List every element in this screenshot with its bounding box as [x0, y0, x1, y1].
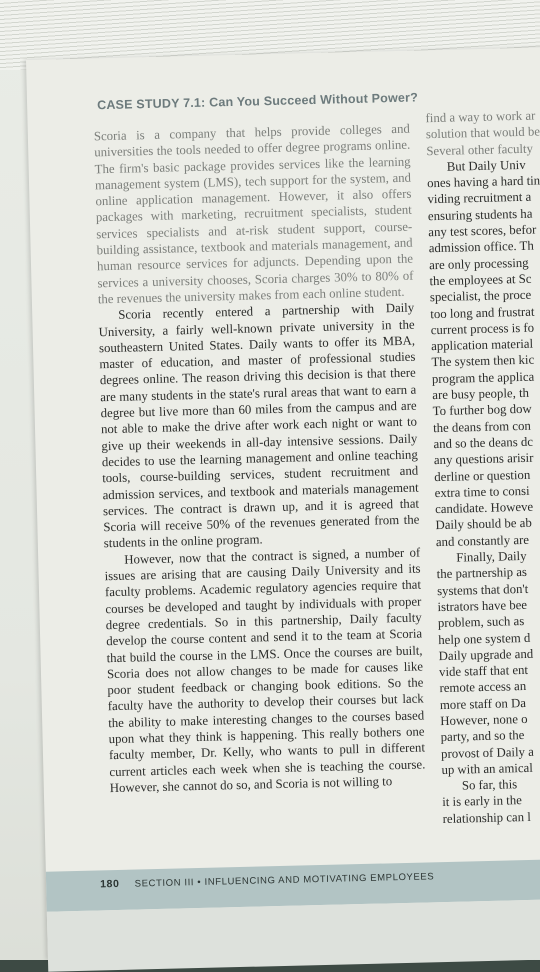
right-column-line: application material [430, 336, 534, 354]
right-column-line: it is early in the [442, 793, 523, 810]
right-column-line: any questions arisir [433, 450, 534, 468]
right-column-line: Daily should be ab [435, 516, 532, 533]
right-column-line: Daily upgrade and [438, 646, 534, 663]
right-column-line: Finally, Daily [456, 548, 527, 565]
right-column-line: are only processing [428, 255, 529, 272]
right-column-line: solution that would be [425, 124, 540, 142]
lower-margin [47, 899, 540, 972]
book-page [26, 47, 540, 960]
right-column-line: too long and frustrat [430, 304, 535, 321]
right-column-line: and constantly are [435, 532, 530, 549]
right-column-line: The system then kic [431, 353, 535, 370]
right-column-line: However, none o [440, 711, 528, 729]
right-column-line: find a way to work ar [425, 108, 536, 126]
right-column-line: problem, such as [437, 614, 525, 631]
right-column-line: the deans from con [432, 418, 531, 435]
right-column-line: But Daily Univ [446, 157, 526, 174]
right-column-line: To further bog dow [432, 402, 532, 419]
right-column-line: any test scores, befor [428, 222, 537, 240]
right-column-line: ensuring students ha [427, 206, 533, 224]
right-column-line: So far, this [461, 777, 518, 793]
right-column-line: candidate. Howeve [434, 499, 534, 517]
right-column-line: admission office. Th [428, 239, 534, 256]
right-column-line: the employees at Sc [429, 271, 532, 289]
right-column-line: party, and so the [440, 728, 525, 745]
footer-title: INFLUENCING AND MOTIVATING EMPLOYEES [204, 871, 435, 888]
paragraph-3: However, now that the contract is signed, a number of issues are arising that are causing Daily University and its faculty problems. Academic regulatory agencies require that courses be developed and taught by individuals with proper degree credentials. So in this partnership, Daily faculty develop the course content and send it to the team at Scoria that build the course in the LMS. Once the courses are built, Scoria does not allow changes to be made for causes like poor student feedback or changing book editions. So the faculty have the authority to develop their courses but lack the ability to make interesting changes to the courses based upon what they think is happening. This really bothers one faculty member, Dr. Kelly, who wants to pull in different current articles each week when she is teaching the course. However, she cannot do so, and Scoria is not willing to [104, 545, 426, 796]
right-column [425, 107, 540, 827]
left-column [94, 121, 426, 797]
right-column-line: the partnership as [436, 565, 528, 582]
right-column-line: help one system d [438, 630, 531, 647]
right-column-line: current process is fo [430, 320, 535, 338]
footer-separator: • [197, 876, 202, 889]
right-column-line: remote access an [439, 679, 527, 696]
right-column-line: viding recruitment a [427, 190, 532, 207]
right-column-line: extra time to consi [434, 483, 530, 500]
right-column-line: more staff on Da [439, 695, 527, 712]
page-number: 180 [100, 877, 120, 891]
right-column-line: relationship can l [442, 809, 531, 826]
case-study-heading: CASE STUDY 7.1: Can You Succeed Without Power? [96, 90, 419, 113]
right-column-line: and so the deans dc [433, 434, 534, 452]
right-column-line: istrators have bee [437, 597, 528, 615]
right-column-line: ones having a hard tin [426, 173, 540, 191]
right-column-line: vide staff that ent [438, 663, 529, 680]
right-column-line: derline or question [434, 467, 531, 484]
right-column-line: are busy people, th [432, 385, 530, 403]
paragraph-2: Scoria recently entered a partnership with Daily University, a fairly well-known private university in the southeastern United States. Daily wants to offer its MBA, master of education, and master of professional studies degrees online. The reason driving this decision is that there are many students in the state's rural areas that want to earn a degree but live more than 60 miles from the campus and are not able to make the drive after work each night or want to give up their weekends in all-day intensive sessions. Daily decides to use the learning management and online teaching tools, course-building services, student recruitment and admission services, and textbook and materials management services. The contract is drawn up, and it is agreed that Scoria will receive 50% of the revenues generated from the students in the online program. [98, 300, 420, 551]
footer-section: SECTION III [134, 877, 195, 890]
right-column-line: provost of Daily a [440, 744, 534, 761]
right-column-line: specialist, the proce [429, 287, 532, 305]
right-column-line: systems that don't [436, 581, 529, 598]
right-column-line: program the applica [431, 369, 535, 386]
right-column-line: Several other faculty [426, 141, 534, 158]
paragraph-1: Scoria is a company that helps provide colleges and universities the tools needed to offer degree programs online. The firm's basic package provides services like the learning management system (LMS), tech support for the system, and online application management. However, it also offers packages with marketing, recruitment specialists, student services specialists and at-risk student support, course-building assistance, textbook and materials management, and human resource services for adjuncts. Depending upon the services a university chooses, Scoria charges 30% to 80% of the revenues the university makes from each online student. [93, 121, 414, 307]
right-column-line: up with an amical [441, 760, 533, 777]
